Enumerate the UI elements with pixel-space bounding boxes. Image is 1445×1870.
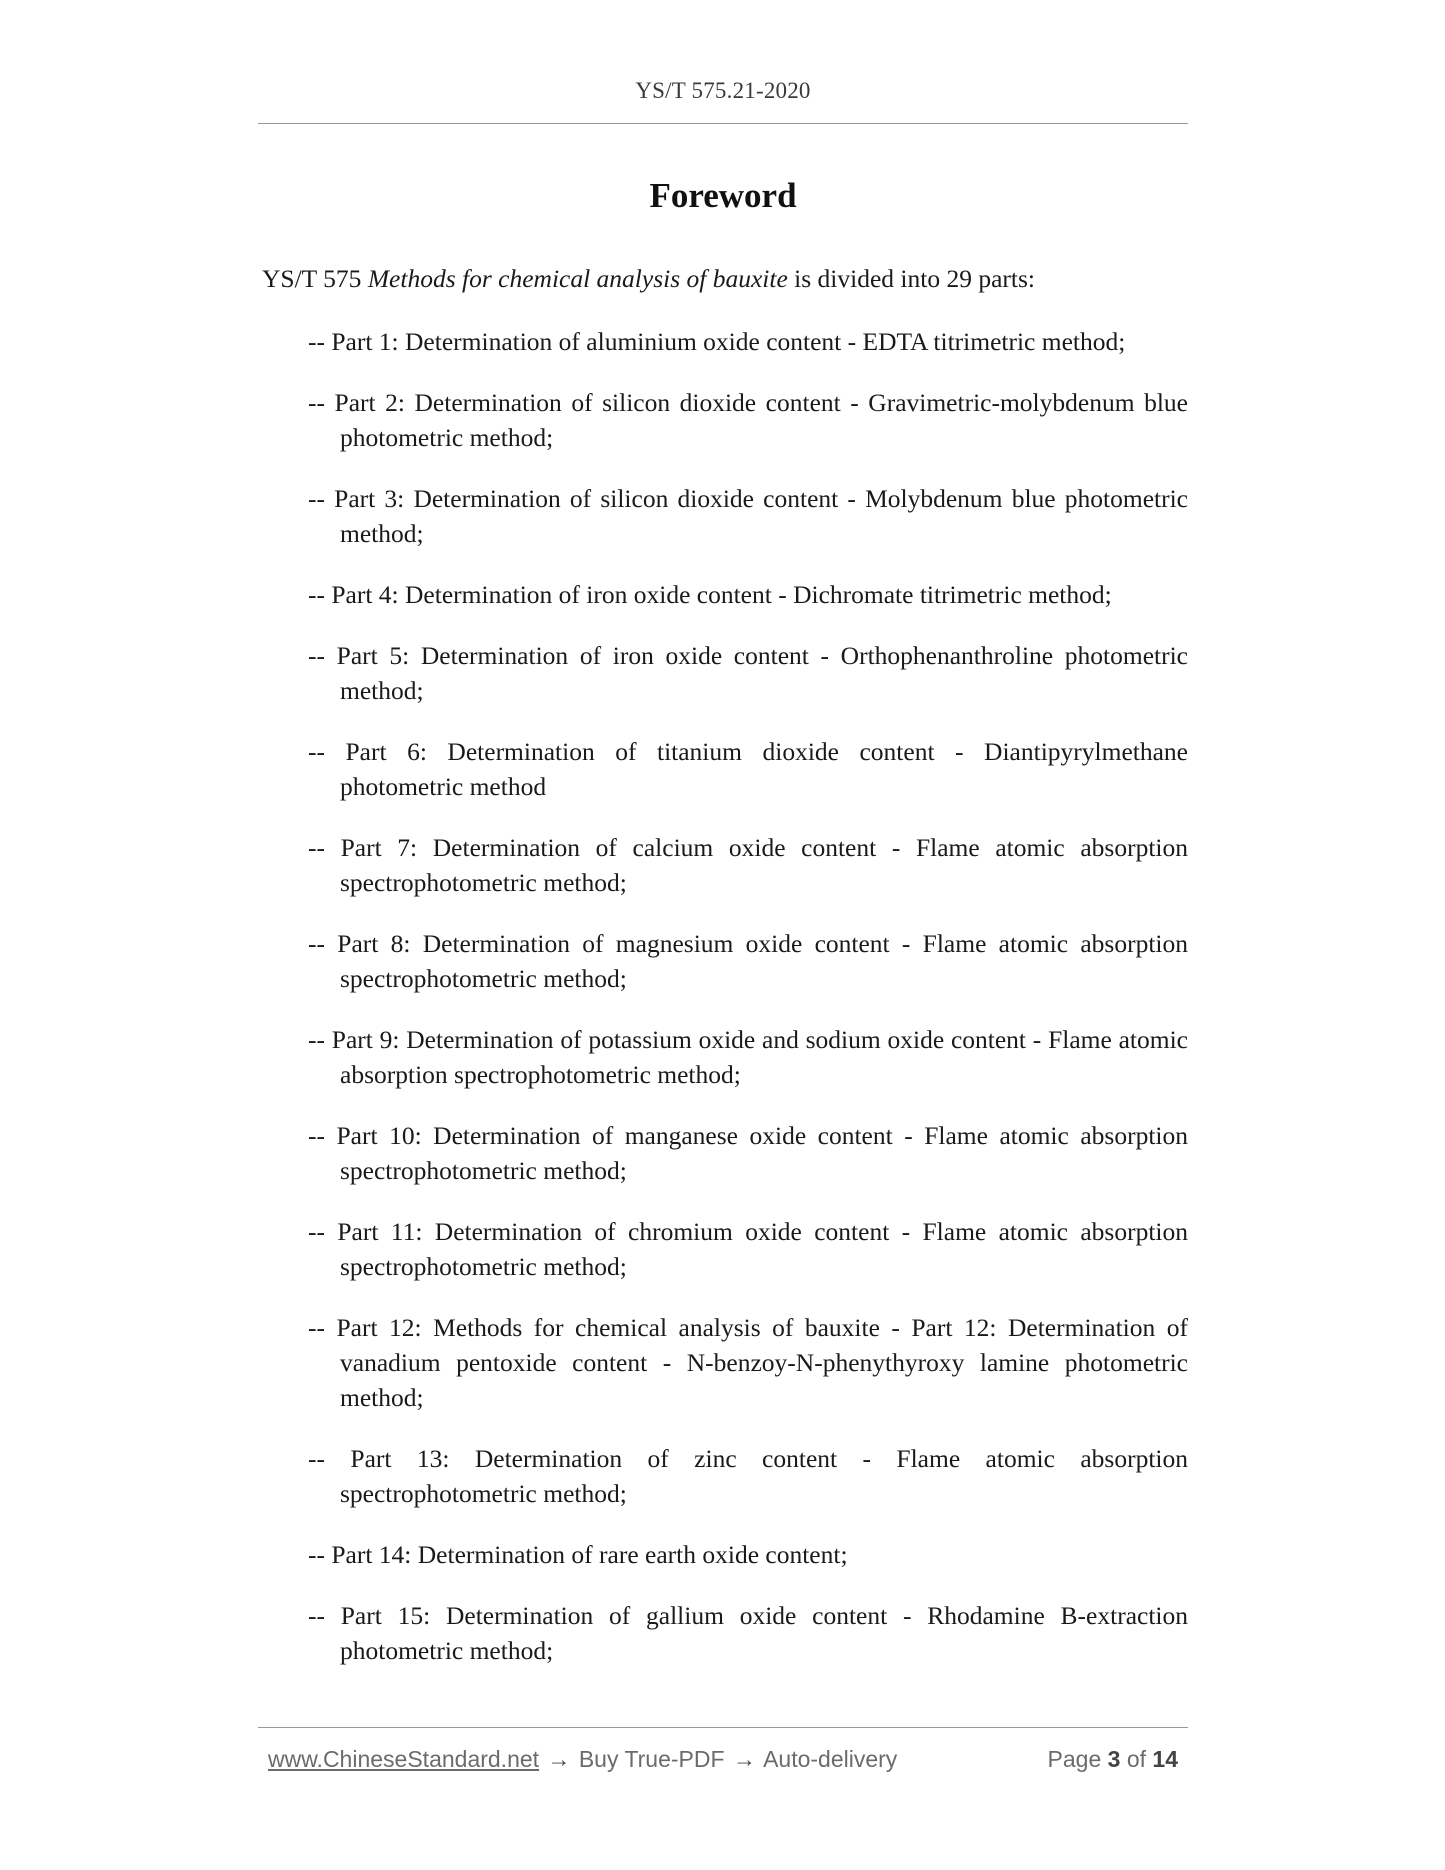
footer-divider	[258, 1727, 1188, 1728]
standard-code-header: YS/T 575.21-2020	[635, 78, 811, 103]
page-footer	[268, 1746, 1184, 1773]
intro-prefix: YS/T 575	[262, 264, 368, 293]
list-item: -- Part 4: Determination of iron oxide content - Dichromate titrimetric method;	[308, 580, 1112, 609]
page-indicator	[1048, 1746, 1178, 1773]
list-item: -- Part 13: Determination of zinc content - Flame atomic absorption spectrophotometric method;	[308, 1444, 1188, 1508]
list-item: -- Part 11: Determination of chromium oxide content - Flame atomic absorption spectrophotometric method;	[308, 1217, 1188, 1281]
list-item: -- Part 3: Determination of silicon dioxide content - Molybdenum blue photometric method;	[308, 484, 1188, 548]
header-divider	[258, 123, 1188, 124]
intro-italic-title: Methods for chemical analysis of bauxite	[367, 264, 788, 293]
list-item: -- Part 6: Determination of titanium dioxide content - Diantipyrylmethane photometric method	[308, 737, 1188, 801]
arrow-right-icon: →	[547, 1746, 571, 1772]
parts-list	[308, 324, 1188, 1694]
list-item: -- Part 15: Determination of gallium oxide content - Rhodamine B-extraction photometric method;	[308, 1601, 1188, 1665]
total-pages-number: 14	[1152, 1746, 1178, 1772]
buy-true-pdf-text: Buy True-PDF	[578, 1746, 725, 1772]
website-link[interactable]: www.ChineseStandard.net	[268, 1746, 540, 1772]
page-of-label: of	[1126, 1746, 1147, 1772]
list-item: -- Part 5: Determination of iron oxide content - Orthophenanthroline photometric method;	[308, 641, 1188, 705]
list-item: -- Part 8: Determination of magnesium oxide content - Flame atomic absorption spectrophotometric method;	[308, 929, 1188, 993]
list-item: -- Part 1: Determination of aluminium oxide content - EDTA titrimetric method;	[308, 327, 1126, 356]
list-item: -- Part 9: Determination of potassium oxide and sodium oxide content - Flame atomic absorption spectrophotometric method;	[308, 1025, 1188, 1089]
list-item: -- Part 10: Determination of manganese oxide content - Flame atomic absorption spectrophotometric method;	[308, 1121, 1188, 1185]
auto-delivery-text: Auto-delivery	[763, 1746, 898, 1772]
list-item: -- Part 14: Determination of rare earth oxide content;	[308, 1540, 848, 1569]
page-title: Foreword	[649, 176, 797, 215]
page-label: Page	[1047, 1746, 1102, 1772]
intro-paragraph	[262, 262, 1192, 296]
intro-suffix: is divided into 29 parts:	[787, 264, 1035, 293]
list-item: -- Part 7: Determination of calcium oxide content - Flame atomic absorption spectrophotometric method;	[308, 833, 1188, 897]
list-item: -- Part 12: Methods for chemical analysis of bauxite - Part 12: Determination of vanadium pentoxide content - N-benzoy-N-phenythyroxy lamine photometric method;	[308, 1313, 1188, 1412]
current-page-number: 3	[1107, 1746, 1121, 1772]
arrow-right-icon: →	[732, 1746, 756, 1772]
list-item: -- Part 2: Determination of silicon dioxide content - Gravimetric-molybdenum blue photometric method;	[308, 388, 1188, 452]
